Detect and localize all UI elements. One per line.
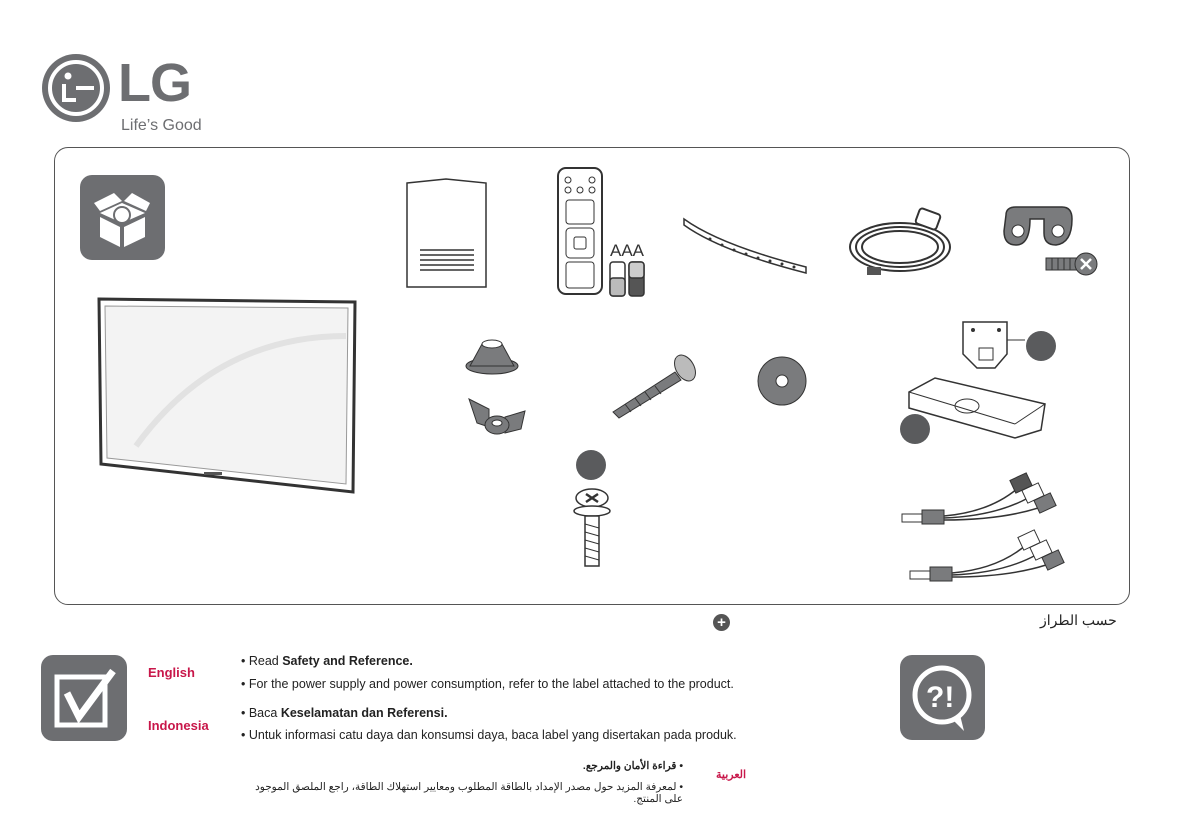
battery-type-label: AAA [610, 241, 645, 260]
lg-logo-icon [42, 54, 110, 122]
long-bolt-icon [605, 350, 700, 420]
stand-screw-icon [570, 484, 614, 569]
model-dependent-note: حسب الطراز [1040, 612, 1117, 628]
owners-manual-icon [404, 177, 490, 289]
plus-icon: + [713, 614, 730, 631]
av-cable-icon [908, 525, 1068, 587]
screw-icon [1042, 248, 1098, 280]
package-box-icon [80, 175, 165, 260]
indonesia-line-1: • Baca Keselamatan dan Referensi. [241, 706, 448, 720]
cable-holder-strip-icon [680, 215, 810, 275]
part-marker-dot [576, 450, 606, 480]
tv-illustration [96, 296, 358, 496]
aaa-batteries-icon [609, 260, 647, 298]
english-line-1: • Read Safety and Reference. [241, 654, 413, 668]
english-line-2: • For the power supply and power consumption, refer to the label attached to the product. [241, 677, 734, 691]
arabic-line-2: • لمعرفة المزيد حول مصدر الإمداد بالطاقة المطلوب ومعايير استهلاك الطاقة، راجع الملصق الموجود على المنتج. [255, 781, 683, 805]
av-cable-icon [900, 468, 1060, 530]
power-cord-icon [845, 205, 965, 280]
wing-nut-icon [465, 393, 530, 438]
cone-holder-icon [462, 336, 522, 376]
checklist-icon [41, 655, 127, 741]
remote-control-icon [556, 166, 606, 296]
svg-text:?!: ?! [926, 681, 955, 714]
stand-body-icon [955, 318, 1025, 373]
language-label-indonesia: Indonesia [148, 718, 209, 733]
indonesia-line-2: • Untuk informasi catu daya dan konsumsi daya, baca label yang disertakan pada produk. [241, 728, 737, 742]
lg-logo-text: LG [118, 53, 191, 113]
help-question-icon [900, 655, 985, 740]
language-label-arabic: العربية [716, 769, 747, 781]
brand-tagline: Life’s Good [121, 117, 202, 134]
arabic-line-1: • قراءة الأمان والمرجع. [582, 760, 683, 772]
language-label-english: English [148, 665, 195, 680]
part-marker-dot [900, 414, 930, 444]
part-marker-dot [1026, 331, 1056, 361]
washer-icon [756, 355, 808, 407]
